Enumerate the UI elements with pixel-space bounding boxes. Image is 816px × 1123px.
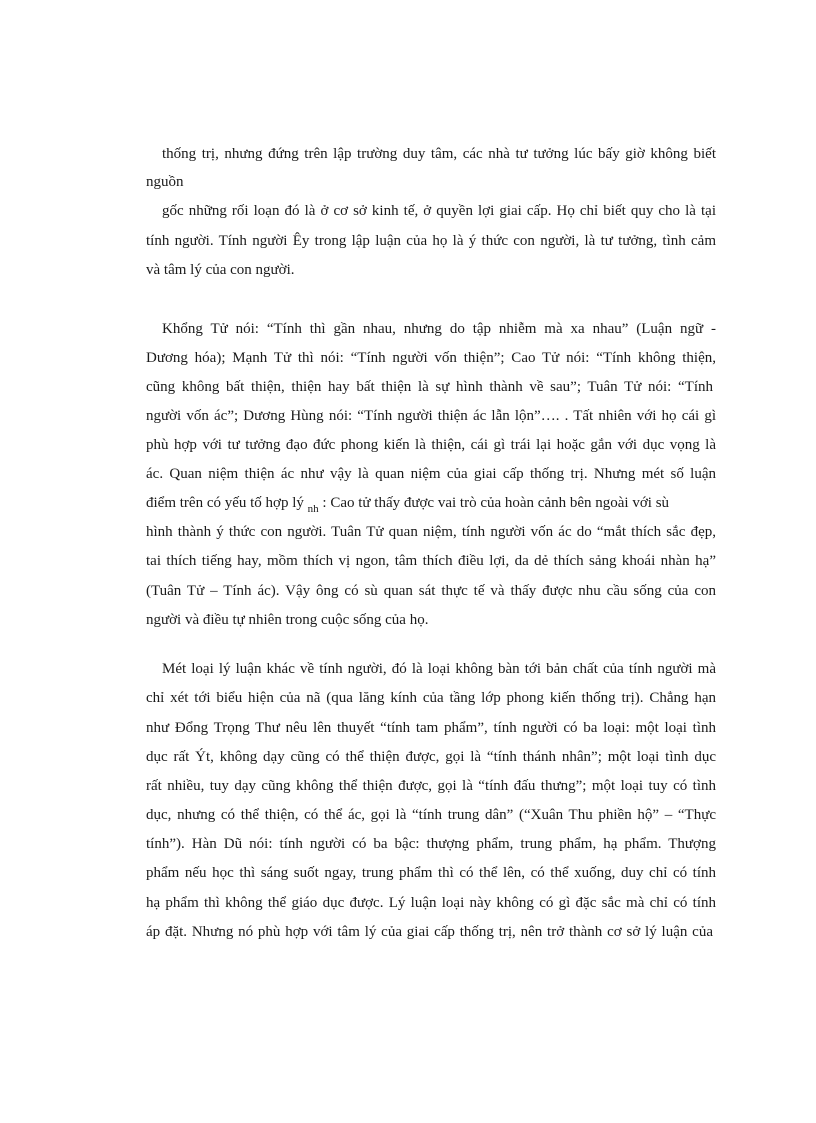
text-line: như Đổng Trọng Thư nêu lên thuyết “tính tam phẩm”, tính người có ba loại: một loại tình (146, 720, 716, 736)
text-line: tai thích tiếng hay, mồm thích vị ngon, tâm thích điều lợi, da dẻ thích sảng khoái nhàn hạ” (146, 553, 716, 569)
text-line: tính người. Tính người Êy trong lập luận của họ là ý thức con người, là tư tưởng, tình cảm (146, 233, 716, 249)
text-line: dục, nhưng có thể thiện, có thể ác, gọi là “tính trung dân” (“Xuân Thu phiền hộ” – “Thực (146, 807, 716, 823)
text-line: Mét loại lý luận khác về tính người, đó là loại không bàn tới bản chất của tính người mà (162, 661, 716, 677)
text-line: Khổng Tử nói: “Tính thì gần nhau, nhưng do tập nhiễm mà xa nhau” (Luận ngữ - (162, 321, 716, 337)
text-line: tính”). Hàn Dũ nói: tính người có ba bậc: thượng phẩm, trung phẩm, hạ phẩm. Thượng (146, 836, 716, 852)
text-line: dục rất Ýt, không dạy cũng có thể thiện được, gọi là “tính thánh nhân”; một loại tình dục (146, 749, 716, 765)
text-fragment: : Cao tử thấy được vai trò của hoàn cảnh bên ngoài với sù (322, 495, 670, 511)
text-line: gốc những rối loạn đó là ở cơ sở kinh tế, ở quyền lợi giai cấp. Họ chỉ biết quy cho là tại (162, 203, 716, 219)
text-line: người và điều tự nhiên trong cuộc sống của họ. (146, 612, 429, 628)
text-line: thống trị, nhưng đứng trên lập trường duy tâm, các nhà tư tưởng lúc bấy giờ không biết (162, 146, 716, 162)
text-line: nguồn (146, 174, 184, 190)
text-line: Dương hóa); Mạnh Tử thì nói: “Tính người vốn thiện”; Cao Tử nói: “Tính không thiện, (146, 350, 716, 366)
text-fragment: điểm trên có yếu tố hợp lý (146, 495, 304, 511)
text-line: hạ phẩm thì không thể giáo dục được. Lý luận loại này không có gì đặc sắc mà chỉ có tính (146, 895, 716, 911)
text-line: và tâm lý của con người. (146, 262, 295, 278)
subscript-text: nh (307, 503, 319, 515)
text-line-mixed (146, 494, 716, 513)
text-line: hình thành ý thức con người. Tuân Tử quan niệm, tính người vốn ác do “mắt thích sắc đẹp, (146, 524, 716, 540)
text-line: người vốn ác”; Dương Hùng nói: “Tính người thiện ác lẫn lộn”…. . Tất nhiên với họ cái gì (146, 408, 716, 424)
text-line: (Tuân Tử – Tính ác). Vậy ông có sù quan sát thực tế và thấy được nhu cầu sống của con (146, 583, 716, 599)
text-line: ác. Quan niệm thiện ác như vậy là quan niệm của giai cấp thống trị. Nhưng mét số luận (146, 466, 716, 482)
text-line: rất nhiều, tuy dạy cũng không thể thiện được, gọi là “tính đấu thưng”; một loại tuy có tình (146, 778, 716, 794)
text-line: phẩm nếu học thì sáng suốt ngay, trung phẩm thì có thể lên, có thể xuống, duy chỉ có tính (146, 865, 716, 881)
text-line: áp đặt. Nhưng nó phù hợp với tâm lý của giai cấp thống trị, nên trở thành cơ sở lý luận của (146, 924, 713, 940)
text-line: phù hợp với tư tưởng đạo đức phong kiến là thiện, cái gì trái lại hoặc gắn với dục vọng là (146, 437, 716, 453)
text-line: chỉ xét tới biểu hiện của nã (qua lăng kính của tầng lớp phong kiến thống trị). Chẳng hạn (146, 690, 716, 706)
text-line: cũng không bất thiện, thiện hay bất thiện là sự hình thành về sau”; Tuân Tử nói: “Tính (146, 379, 713, 395)
